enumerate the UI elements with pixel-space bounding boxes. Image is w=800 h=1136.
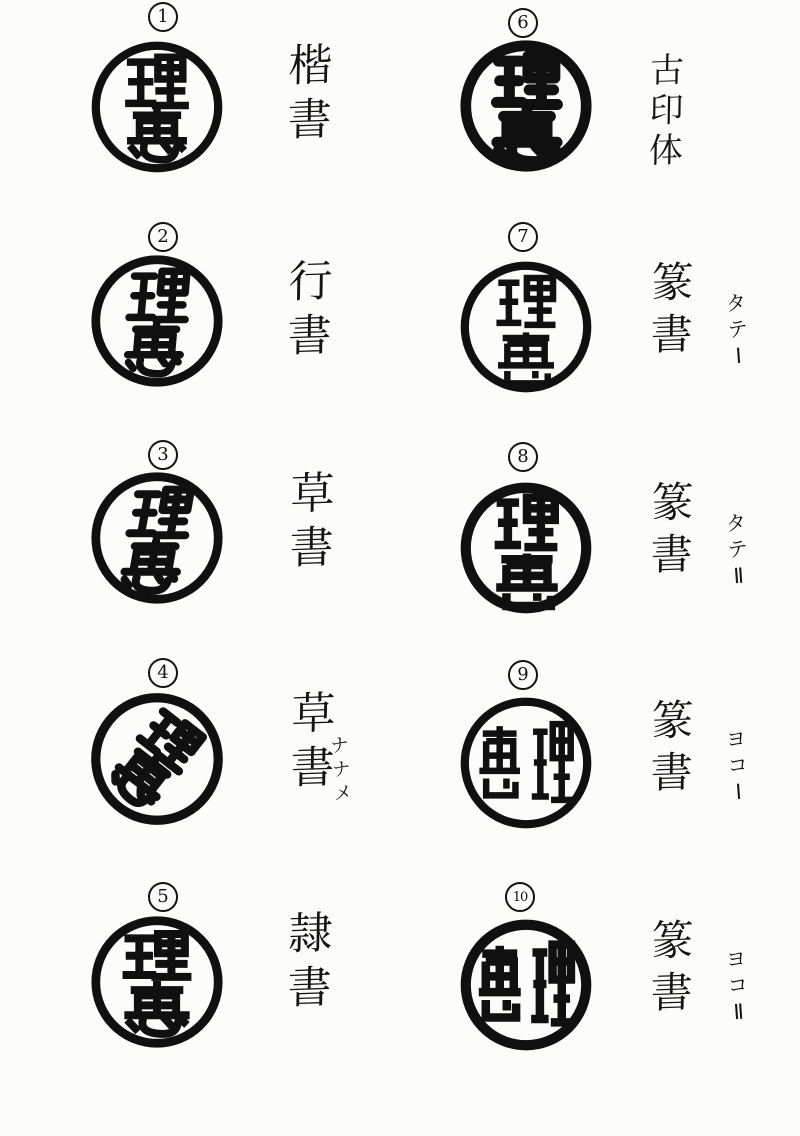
style-note: タテⅠ — [722, 291, 752, 374]
style-note: ナナメ — [326, 734, 354, 808]
item-number-badge — [505, 882, 535, 912]
style-label: 篆書 — [644, 259, 695, 365]
item-number-badge — [148, 222, 178, 252]
item-number: 10 — [512, 889, 528, 905]
style-note: ヨコⅠ — [722, 727, 752, 810]
item-number-badge — [508, 442, 538, 472]
item-number: 2 — [157, 226, 169, 247]
item-number: 3 — [157, 444, 169, 465]
seal-imprint-svg — [89, 253, 225, 389]
item-number-badge — [508, 660, 538, 690]
item-number: 8 — [517, 446, 529, 467]
style-label: 楷書 — [279, 41, 332, 151]
style-label: 古印体 — [641, 51, 685, 173]
item-number-badge — [508, 8, 538, 38]
style-label: 行書 — [279, 257, 332, 367]
seal-imprint-svg — [458, 38, 594, 174]
seal-stamp-tensho-yoko-2 — [458, 917, 594, 1053]
item-number: 1 — [157, 6, 169, 27]
item-number-badge — [148, 440, 178, 470]
style-label: 草書 — [282, 689, 335, 799]
item-number: 6 — [517, 12, 529, 33]
item-number: 7 — [517, 226, 529, 247]
seal-imprint-svg — [89, 470, 225, 606]
item-number-badge — [508, 222, 538, 252]
seal-imprint-svg — [458, 259, 594, 395]
style-label: 篆書 — [644, 479, 695, 585]
seal-imprint-svg — [89, 39, 225, 175]
seal-stamp-tensho-yoko-1 — [458, 695, 594, 831]
seal-imprint-svg — [89, 914, 225, 1050]
seal-stamp-kaisho — [89, 39, 225, 175]
style-note: タテⅡ — [722, 511, 752, 594]
style-label: 隷書 — [279, 909, 332, 1019]
seal-imprint-svg — [458, 695, 594, 831]
item-number: 9 — [517, 664, 529, 685]
seal-stamp-koin — [458, 38, 594, 174]
seal-stamp-gyosho — [89, 253, 225, 389]
item-number-badge — [148, 882, 178, 912]
seal-imprint-svg — [89, 691, 225, 827]
seal-imprint-svg — [458, 917, 594, 1053]
item-number: 4 — [157, 662, 169, 683]
seal-stamp-reisho — [89, 914, 225, 1050]
style-label: 篆書 — [644, 917, 695, 1023]
style-label: 篆書 — [644, 697, 695, 803]
item-number: 5 — [157, 886, 169, 907]
style-note: ヨコⅡ — [722, 947, 752, 1030]
seal-stamp-tensho-tate-2 — [458, 480, 594, 616]
seal-imprint-svg — [458, 480, 594, 616]
seal-stamp-tensho-tate-1 — [458, 259, 594, 395]
seal-stamp-sosho — [89, 470, 225, 606]
style-label: 草書 — [281, 469, 334, 579]
item-number-badge — [148, 2, 178, 32]
seal-stamp-sosho-diagonal — [89, 691, 225, 827]
item-number-badge — [148, 658, 178, 688]
